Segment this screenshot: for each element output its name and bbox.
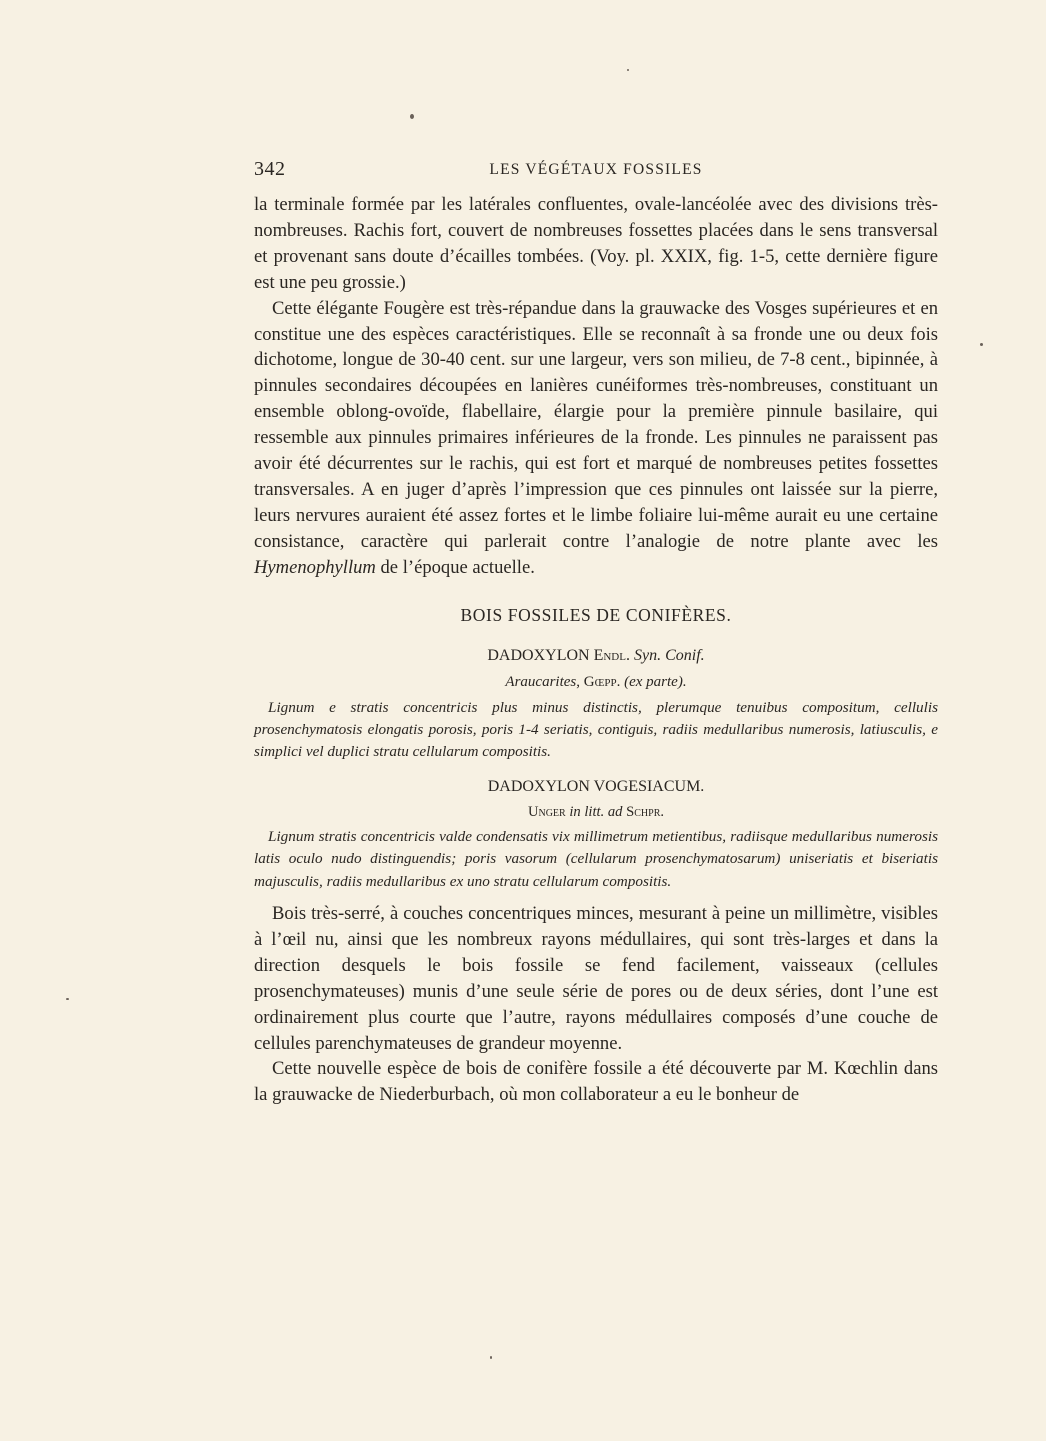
synonym-note: (ex parte).	[624, 673, 687, 690]
species-attribution: Schpr.	[626, 803, 665, 820]
genus-synonym: Araucarites, Gœpp. (ex parte).	[505, 673, 687, 690]
paragraph-fern-description	[254, 296, 938, 581]
genus-author: Endl.	[593, 646, 630, 664]
print-speck	[490, 1356, 492, 1359]
taxon-hymenophyllum: Hymenophyllum	[254, 556, 376, 578]
section-heading: BOIS FOSSILES DE CONIFÈRES.	[460, 604, 732, 625]
print-speck	[980, 343, 983, 346]
genus-name: DADOXYLON	[487, 646, 590, 664]
print-speck	[410, 114, 414, 119]
print-speck	[627, 69, 629, 71]
species-author: Unger	[527, 803, 566, 820]
paragraph-wood-description: Bois très-serré, à couches concentriques minces, mesurant à peine un millimètre, visibles à l’œil nu, ainsi que les nombreux rayons médullaires, qui sont très-larges et dans la direction desquels le bois fossile se fend facilement, vaisseaux (cellules prosenchymateuses) munis d’une seule série de pores ou de deux séries, dont l’une est ordinairement plus courte que l’autre, rayons médullaires composés d’une couche de cellules parenchymateuses de grandeur moyenne.	[254, 903, 938, 1054]
species-note: in litt. ad	[569, 803, 623, 820]
species-authority	[254, 802, 938, 822]
paragraph-continuation: la terminale formée par les latérales confluentes, ovale-lancéolée avec des divisions très-nombreuses. Rachis fort, couvert de nombreuses fossettes placées dans le sens transversal et provenant sans doute d’écailles tombées. (Voy. pl. XXIX, fig. 1-5, cette dernière figure est une peu grossie.)	[254, 194, 938, 293]
page-number: 342	[254, 158, 286, 180]
species-diagnosis: Lignum stratis concentricis valde condensatis vix millimetrum metientibus, radiisque medullaribus numerosis latis oculo nudo distinguendis; poris vasorum (cellularum prosenchymatosarum) uniseriatis et biseriatis majusculis, radiis medullaribus ex uno stratu cellularum compositis.	[254, 827, 938, 890]
genus-reference: Syn. Conif.	[633, 646, 705, 664]
genus-heading	[254, 645, 938, 667]
running-head: LES VÉGÉTAUX FOSSILES	[489, 161, 703, 178]
paragraph-discovery: Cette nouvelle espèce de bois de conifère fossile a été découverte par M. Kœchlin dans la grauwacke de Niederburbach, où mon collaborateur a eu le bonheur de	[254, 1058, 938, 1106]
synonym-name: Araucarites	[505, 673, 577, 690]
synonym-author: Gœpp.	[583, 673, 621, 690]
species-heading: DADOXYLON VOGESIACUM.	[487, 777, 705, 795]
print-speck	[66, 998, 69, 1000]
paragraph-fern-text: Cette élégante Fougère est très-répandue dans la grauwacke des Vosges supérieures et en constitue une des espèces caractéristiques. Elle se reconnaît à sa fronde une ou deux fois dichotome, longue de 30-40 cent. sur une largeur, vers son milieu, de 7-8 cent., bipinnée, à pinnules secondaires découpées en lanières cunéiformes très-nombreuses, constituant un ensemble oblong-ovoïde, flabellaire, élargie pour la première pinnule basilaire, qui ressemble aux pinnules primaires inférieures de la fronde. Les pinnules ne paraissent pas avoir été décurrentes sur le rachis, qui est fort et marqué de nombreuses petites fossettes transversales. A en juger d’après l’impression que ces pinnules ont laissée sur la pierre, leurs nervures auraient été assez fortes et le limbe foliaire lui-même aurait eu une certaine consistance, caractère qui parlerait contre l’analogie de notre plante avec les	[254, 297, 938, 552]
genus-diagnosis: Lignum e stratis concentricis plus minus distinctis, plerumque tenuibus compositum, cellulis prosenchymatosis elongatis porosis, poris 1-4 seriatis, contiguis, radiis medullaribus numerosis, latiusculis, e simplici vel duplici stratu cellularum compositis.	[254, 698, 938, 761]
main-text	[254, 192, 938, 1108]
paragraph-fern-end: de l’époque actuelle.	[375, 556, 535, 578]
page-header	[254, 158, 938, 184]
